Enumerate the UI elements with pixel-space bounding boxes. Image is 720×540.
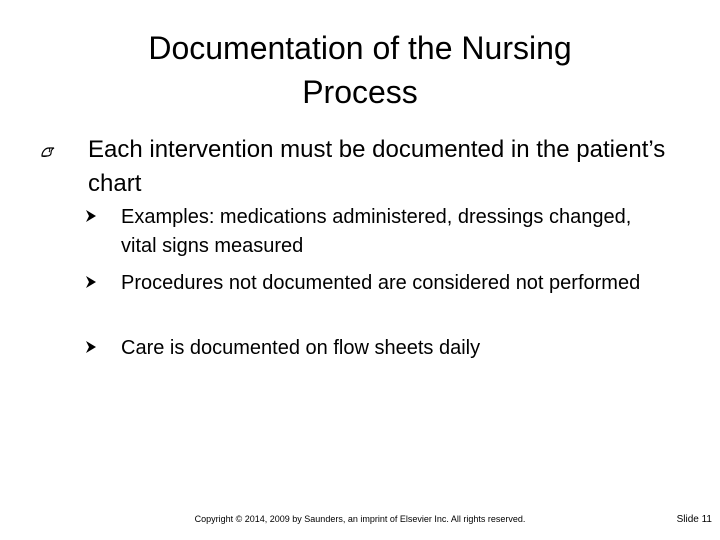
sub-bullet-text: Examples: medications administered, dressings changed, vital signs measured <box>121 206 632 257</box>
main-bullet-text: Each intervention must be documented in the patient’s chart <box>88 136 666 197</box>
sub-bullet-text: Care is documented on flow sheets daily <box>121 337 481 359</box>
copyright-footer: Copyright © 2014, 2009 by Saunders, an imprint of Elsevier Inc. All rights reserved. <box>194 514 526 524</box>
slide-title-line1: Documentation of the Nursing <box>148 30 572 66</box>
scroll-bullet-icon <box>40 145 56 157</box>
slide-number: Slide 11 <box>676 514 712 525</box>
arrow-bullet-icon <box>84 275 98 289</box>
arrow-bullet-icon <box>84 209 98 223</box>
arrow-bullet-icon <box>84 340 98 354</box>
sub-bullet-text: Procedures not documented are considered not performed <box>121 272 641 294</box>
slide-title-line2: Process <box>302 74 418 110</box>
slide-title <box>60 26 660 114</box>
